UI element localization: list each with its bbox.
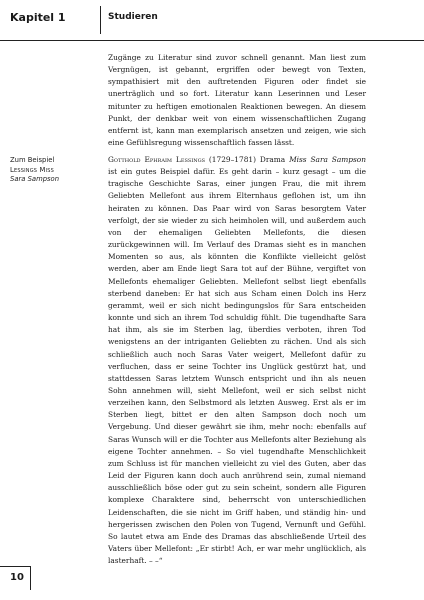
chapter-title: Kapitel 1 xyxy=(10,11,66,24)
margin-note xyxy=(10,156,100,185)
footer-divider xyxy=(30,566,31,590)
margin-note-line-2: Lessings Miss xyxy=(10,165,55,174)
margin-note-line-1: Zum Beispiel xyxy=(10,156,55,164)
page-header xyxy=(0,0,424,40)
page-number: 10 xyxy=(10,572,24,583)
header-divider xyxy=(100,6,101,34)
section-title: Studieren xyxy=(108,12,158,22)
drama-title: Miss Sara Sampson xyxy=(289,155,367,164)
paragraph-example xyxy=(108,154,366,567)
author-years: (1729–1781) Drama xyxy=(205,155,290,164)
author-name: Gotthold Ephraim Lessings xyxy=(108,155,206,164)
footer-rule xyxy=(0,566,30,567)
header-rule xyxy=(0,40,424,41)
paragraph-intro: Zugänge zu Literatur sind zuvor schnell genannt. Man liest zum Vergnügen, ist gebannt, ergriffen oder bewegt von Texten, sympathisiert mit den auftretenden Figuren oder findet sie unerträglich und so fort. Literatur kann Leserinnen und Leser mitunter zu heftigen emotionalen Reaktionen bewegen. An diesem Punkt, der denkbar weit von einem wissenschaftlichen Zugang entfernt ist, kann man exemplarisch ansetzen und zeigen, wie sich eine Gefühlsregung wissenschaftlich fassen lässt. xyxy=(108,53,366,148)
margin-note-line-3: Sara Sampson xyxy=(10,175,60,183)
paragraph-example-text: ist ein gutes Beispiel dafür. Es geht darin – kurz gesagt – um die tragische Geschichte Saras, einer jungen Frau, die mit ihrem Geliebten Mellefont aus ihrem Elternhaus geflohen ist, um ihn heiraten zu können. Das Paar wird von Saras besorgtem Vater verfolgt, der sie wieder zu sich heimholen will, und außerdem auch von der ehemaligen Geliebten Mellefonts, die diesen zurückgewinnen will. Im Verlauf des Dramas sieht es in manchen Momenten so aus, als könnten die Konflikte vielleicht gelöst werden, aber am Ende liegt Sara tot auf der Bühne, vergiftet von Mellefonts ehemaliger Geliebten. Mellefont selbst liegt ebenfalls sterbend daneben: Er hat sich aus Scham einen Dolch ins Herz gerammt, weil er sich nicht bedingungslos für Sara entscheiden konnte und sich an ihrem Tod schuldig fühlt. Die tugendhafte Sara hat ihm, als sie im Sterben lag, überdies verboten, ihren Tod wenigstens an der intriganten Geliebten zu rächen. Und als sich schließlich auch noch Saras Vater weigert, Mellefont dafür zu verfluchen, dass er seine Tochter ins Unglück gestürzt hat, und stattdessen Saras letztem Wunsch entspricht und ihn als neuen Sohn annehmen will, sieht Mellefont, weil er sich selbst nicht verzeihen kann, den Selbstmord als letzten Ausweg. Erst als er im Sterben liegt, bittet er den alten Sampson doch noch um Vergebung. Und dieser gewährt sie ihm, mehr noch: ebenfalls auf Saras Wunsch will er die Tochter aus Mellefonts alter Beziehung als eigene Tochter annehmen. – So viel tugendhafte Menschlichkeit zum Schluss ist für manchen vielleicht zu viel des Guten, aber das Leid der Figuren kann doch auch anrührend sein, zumal niemand ausschließlich böse oder gut zu sein scheint, sondern alle Figuren komplexe Charaktere sind, beherrscht von unterschiedlichen Leidenschaften, die sie nicht im Griff haben, und ständig hin- und hergerissen zwischen den Polen von Tugend, Vernunft und Gefühl. So lautet etwa am Ende des Dramas das abschließende Urteil des Vaters über Mellefont: „Er stirbt! Ach, er war mehr unglücklich, als lasterhaft. – –“ xyxy=(108,167,366,566)
